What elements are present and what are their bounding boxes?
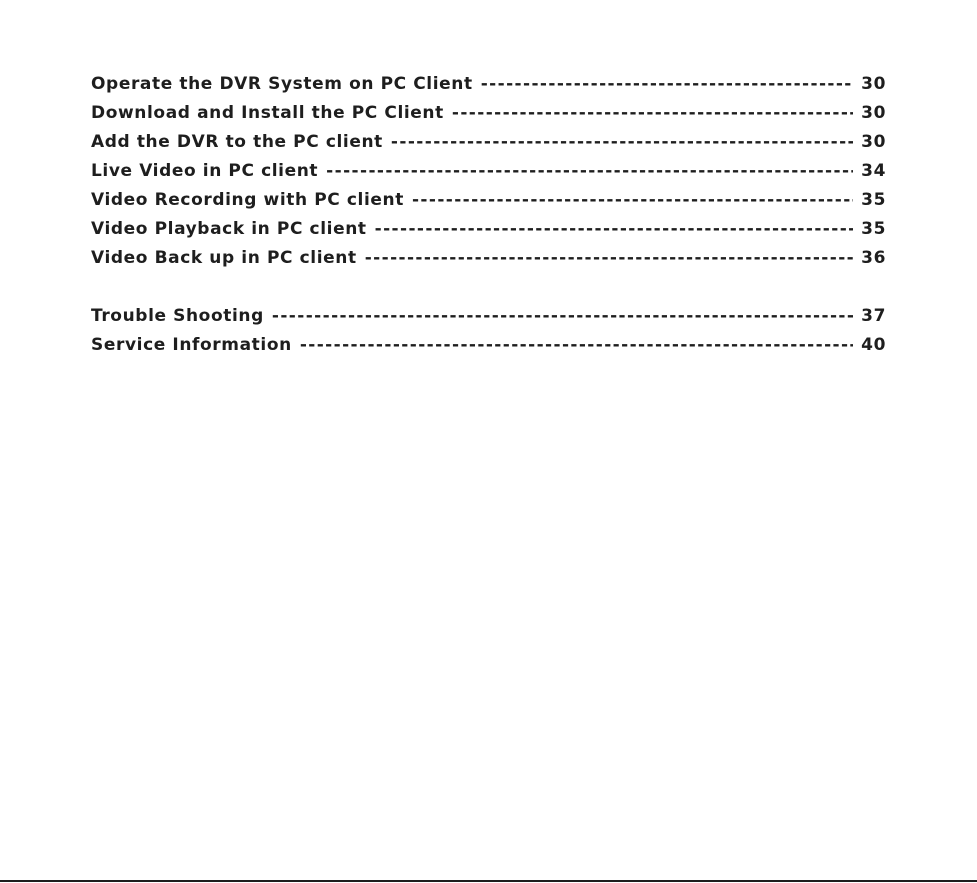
toc-entry-title: Download and Install the PC Client <box>91 103 444 123</box>
toc-entry-title: Service Information <box>91 335 292 355</box>
toc-entry[interactable] <box>91 128 886 157</box>
page-bottom-rule <box>0 880 977 882</box>
toc-entry[interactable] <box>91 302 886 331</box>
toc-page-number: 34 <box>861 161 886 181</box>
table-of-contents <box>91 70 886 360</box>
toc-page-number: 35 <box>861 219 886 239</box>
toc-dot-leader <box>391 128 853 157</box>
toc-dot-leader <box>375 215 853 244</box>
toc-entry[interactable] <box>91 70 886 99</box>
toc-page-number: 30 <box>861 132 886 152</box>
toc-entry[interactable] <box>91 244 886 273</box>
toc-page-number: 30 <box>861 103 886 123</box>
toc-group-support <box>91 302 886 360</box>
toc-page-number: 36 <box>861 248 886 268</box>
toc-dot-leader <box>300 331 853 360</box>
toc-entry[interactable] <box>91 157 886 186</box>
toc-entry-title: Live Video in PC client <box>91 161 319 181</box>
toc-dot-leader <box>272 302 853 331</box>
toc-dot-leader <box>412 186 853 215</box>
toc-entry[interactable] <box>91 186 886 215</box>
toc-entry[interactable] <box>91 215 886 244</box>
toc-dot-leader <box>452 99 853 128</box>
toc-dot-leader <box>326 157 853 186</box>
toc-entry-title: Video Playback in PC client <box>91 219 367 239</box>
toc-page-number: 35 <box>861 190 886 210</box>
toc-entry-title: Trouble Shooting <box>91 306 264 326</box>
toc-page-number: 37 <box>861 306 886 326</box>
toc-dot-leader <box>365 244 853 273</box>
toc-entry-title: Video Back up in PC client <box>91 248 357 268</box>
toc-page-number: 40 <box>861 335 886 355</box>
toc-group-pc-client <box>91 70 886 273</box>
toc-entry-title: Operate the DVR System on PC Client <box>91 74 473 94</box>
toc-entry-title: Add the DVR to the PC client <box>91 132 383 152</box>
toc-page-number: 30 <box>861 74 886 94</box>
toc-entry[interactable] <box>91 99 886 128</box>
toc-entry-title: Video Recording with PC client <box>91 190 404 210</box>
toc-entry[interactable] <box>91 331 886 360</box>
toc-dot-leader <box>481 70 853 99</box>
